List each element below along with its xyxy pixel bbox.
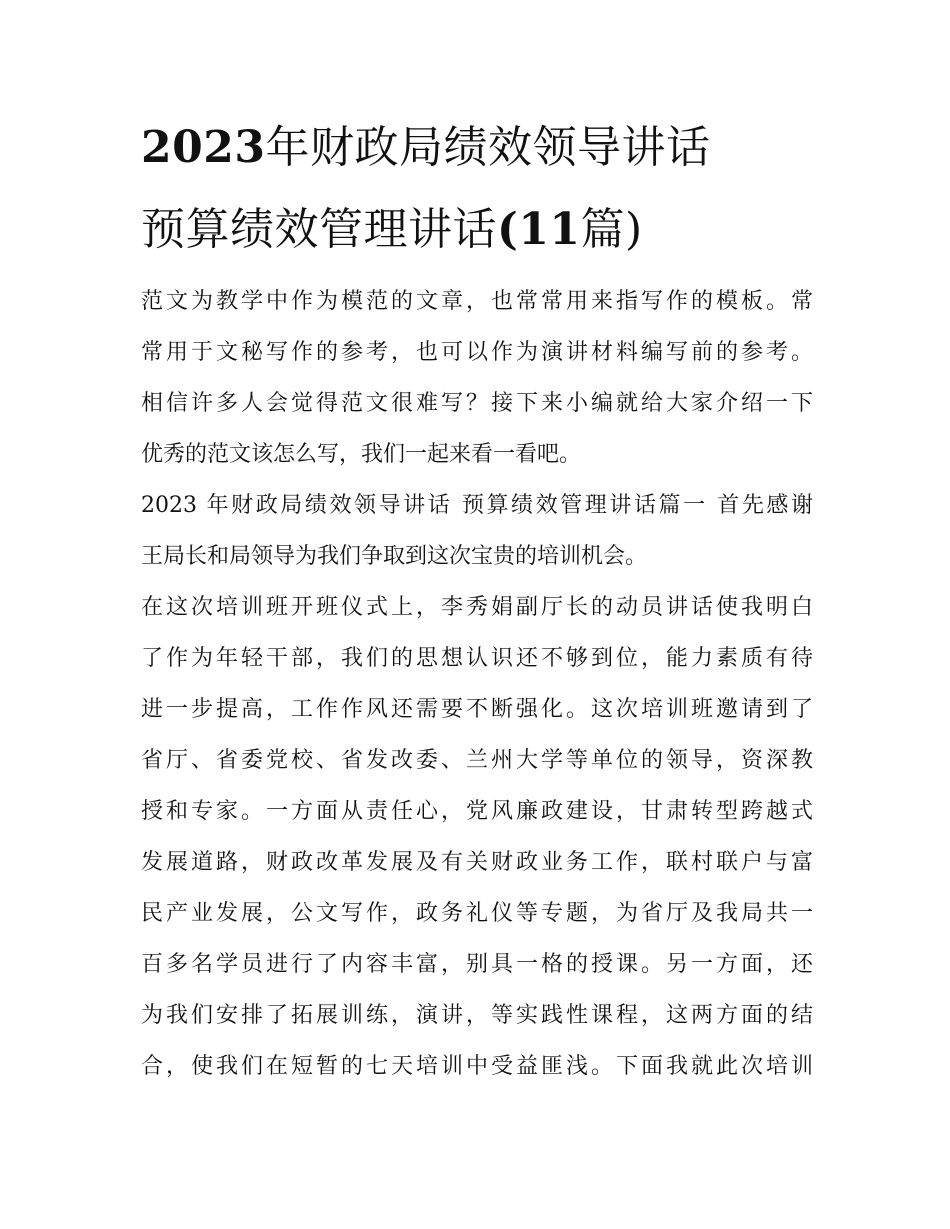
paragraph-intro bbox=[141, 276, 813, 480]
text-line: 优秀的范文该怎么写，我们一起来看一看吧。 bbox=[141, 442, 582, 467]
text-line: 在这次培训班开班仪式上，李秀娟副厅长的动员讲话使我明白 bbox=[141, 595, 813, 620]
text-line: 省厅、省委党校、省发改委、兰州大学等单位的领导，资深教 bbox=[141, 748, 813, 773]
paragraph-body-1 bbox=[141, 582, 813, 1092]
text-line: 2023 年财政局绩效领导讲话 预算绩效管理讲话篇一 首先感谢 bbox=[141, 493, 813, 518]
text-line: 王局长和局领导为我们争取到这次宝贵的培训机会。 bbox=[141, 544, 648, 569]
text-line: 相信许多人会觉得范文很难写？接下来小编就给大家介绍一下 bbox=[141, 391, 813, 416]
text-line: 授和专家。一方面从责任心，党风廉政建设，甘肃转型跨越式 bbox=[141, 799, 813, 824]
text-line: 范文为教学中作为模范的文章，也常常用来指写作的模板。常 bbox=[141, 289, 813, 314]
paragraph-heading-1 bbox=[141, 480, 813, 582]
text-line: 了作为年轻干部，我们的思想认识还不够到位，能力素质有待 bbox=[141, 646, 813, 671]
title-line-1 bbox=[141, 118, 813, 178]
document-body bbox=[141, 276, 813, 1092]
title-line-2 bbox=[141, 200, 813, 260]
text-line: 民产业发展，公文写作，政务礼仪等专题，为省厅及我局共一 bbox=[141, 901, 813, 926]
text-line: 进一步提高，工作作风还需要不断强化。这次培训班邀请到了 bbox=[141, 697, 813, 722]
title-count: (11 bbox=[497, 204, 581, 255]
document-title bbox=[141, 118, 813, 260]
text-line: 常用于文秘写作的参考，也可以作为演讲材料编写前的参考。 bbox=[141, 340, 813, 365]
title-unit: 篇) bbox=[580, 204, 643, 255]
title-year: 2023 bbox=[141, 122, 266, 173]
text-line: 合，使我们在短暂的七天培训中受益匪浅。下面我就此次培训 bbox=[141, 1054, 813, 1079]
document-page bbox=[141, 118, 813, 1092]
text-line: 发展道路，财政改革发展及有关财政业务工作，联村联户与富 bbox=[141, 850, 813, 875]
text-line: 为我们安排了拓展训练，演讲，等实践性课程，这两方面的结 bbox=[141, 1003, 813, 1028]
title-line-1-text: 年财政局绩效领导讲话 bbox=[265, 122, 711, 173]
text-line: 百多名学员进行了内容丰富，别具一格的授课。另一方面，还 bbox=[141, 952, 813, 977]
title-line-2-text: 预算绩效管理讲话 bbox=[141, 204, 497, 255]
